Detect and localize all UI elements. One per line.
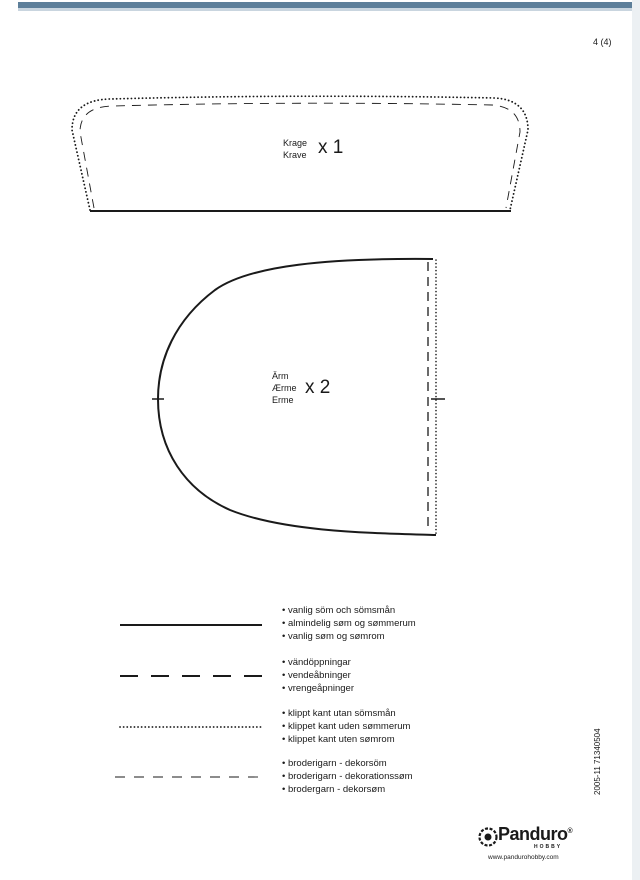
legend-line-text: • vrengeåpninger (282, 682, 354, 695)
article-number: 2005-11 71340504 (593, 728, 602, 795)
legend-entry-dotted (282, 707, 410, 746)
brand-url: www.pandurohobby.com (488, 854, 559, 861)
sleeve-seam-line (158, 259, 436, 535)
collar-multiplier: x 1 (318, 137, 344, 158)
legend-line-text: • vendeåbninger (282, 669, 354, 682)
sleeve-labels (272, 370, 297, 406)
legend-line-text: • almindelig søm og sømmerum (282, 617, 416, 630)
sleeve-piece (152, 259, 445, 535)
legend-line-text: • klippet kant uden sømmerum (282, 720, 410, 733)
collar-labels (283, 137, 307, 161)
legend-entry-solid (282, 604, 416, 643)
legend-entry-thin-dash (282, 757, 413, 796)
collar-label: Krave (283, 150, 307, 160)
panduro-logo (478, 824, 588, 868)
brand-name: Panduro® (498, 824, 573, 844)
legend-line-text: • brodergarn - dekorsøm (282, 783, 413, 796)
sleeve-label: Ærme (272, 383, 297, 393)
flower-icon (478, 827, 498, 847)
legend-line-text: • broderigarn - dekorsöm (282, 757, 413, 770)
legend-line-text: • broderigarn - dekorationssøm (282, 770, 413, 783)
sleeve-label: Ärm (272, 371, 289, 381)
legend-samples (115, 625, 262, 777)
brand-sub: HOBBY (534, 844, 563, 850)
legend-line-text: • vanlig søm og sømrom (282, 630, 416, 643)
page-number: 4 (4) (593, 37, 612, 47)
legend-line-text: • vanlig söm och sömsmån (282, 604, 416, 617)
legend-line-text: • klippet kant uten sømrom (282, 733, 410, 746)
legend-line-text: • vändöppningar (282, 656, 354, 669)
legend-entry-long-dash (282, 656, 354, 695)
collar-label: Krage (283, 138, 308, 148)
sleeve-multiplier: x 2 (305, 377, 331, 398)
sleeve-label: Erme (272, 395, 294, 405)
legend-line-text: • klippt kant utan sömsmån (282, 707, 410, 720)
